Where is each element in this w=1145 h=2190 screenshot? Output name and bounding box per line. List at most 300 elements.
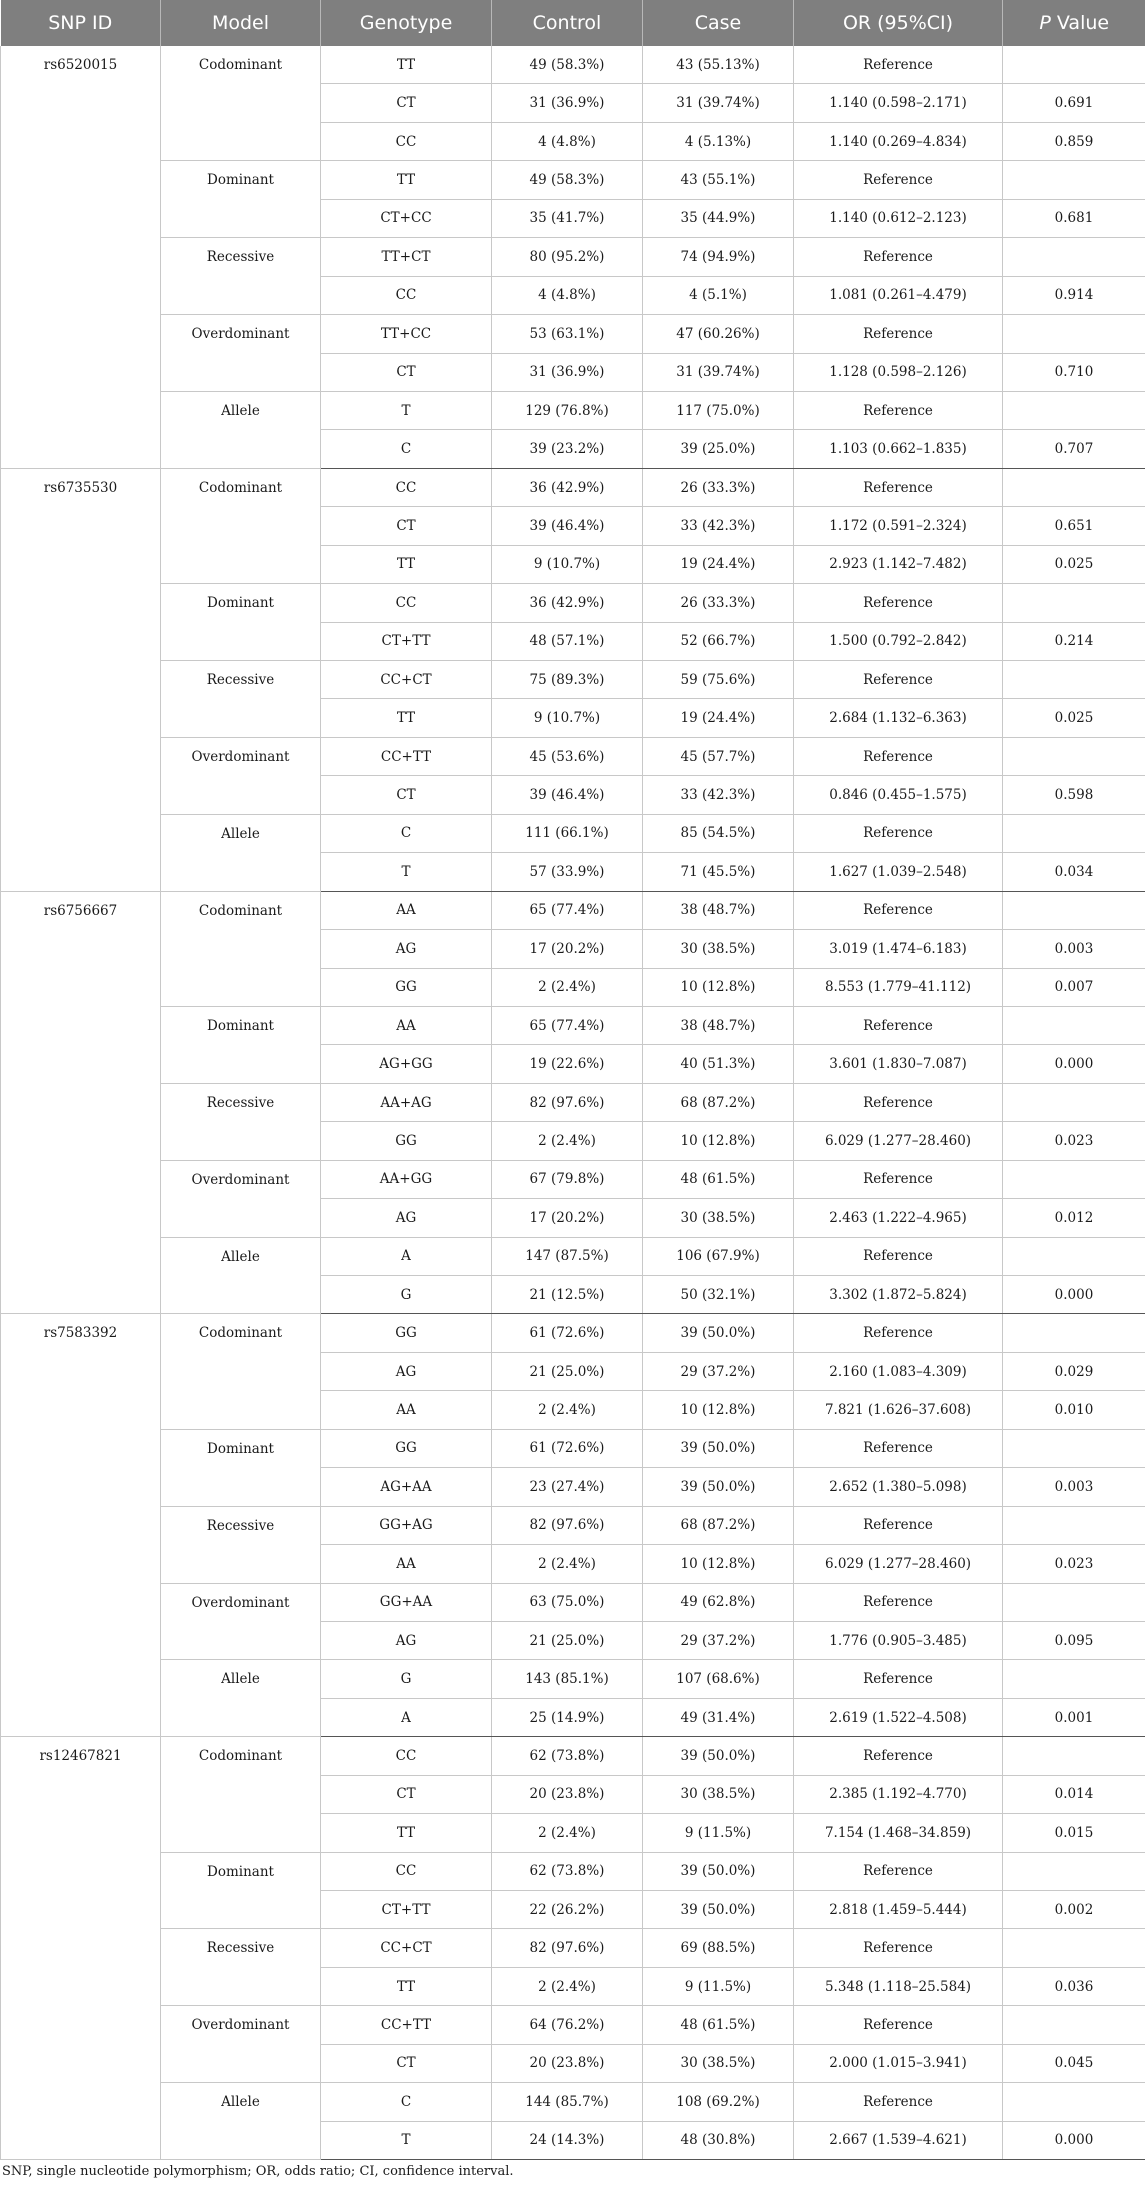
genotype-cell: TT+CC	[321, 315, 492, 353]
control-cell: 2 (2.4%)	[492, 1391, 643, 1429]
control-cell: 19 (22.6%)	[492, 1045, 643, 1083]
control-cell: 45 (53.6%)	[492, 737, 643, 775]
p-value-cell	[1003, 1506, 1145, 1544]
table-row	[1, 238, 1145, 276]
p-value-cell: 0.012	[1003, 1199, 1145, 1237]
model-cell: Recessive	[161, 238, 321, 315]
table-row	[1, 1237, 1145, 1275]
or-ci-cell: Reference	[794, 1737, 1003, 1775]
p-value-cell	[1003, 1083, 1145, 1121]
or-ci-cell: 7.154 (1.468–34.859)	[794, 1814, 1003, 1852]
control-cell: 39 (46.4%)	[492, 507, 643, 545]
header-or-ci: OR (95%CI)	[794, 0, 1003, 46]
or-ci-cell: Reference	[794, 814, 1003, 852]
genotype-cell: CC	[321, 276, 492, 314]
table-row	[1, 1083, 1145, 1121]
genotype-cell: CC+CT	[321, 1929, 492, 1967]
p-value-cell: 0.025	[1003, 699, 1145, 737]
or-ci-cell: 3.601 (1.830–7.087)	[794, 1045, 1003, 1083]
or-ci-cell: 6.029 (1.277–28.460)	[794, 1545, 1003, 1583]
or-ci-cell: 2.000 (1.015–3.941)	[794, 2044, 1003, 2082]
genotype-cell: AG+AA	[321, 1468, 492, 1506]
p-value-cell: 0.014	[1003, 1775, 1145, 1813]
or-ci-cell: 1.140 (0.598–2.171)	[794, 84, 1003, 122]
genotype-cell: CC+TT	[321, 2006, 492, 2044]
or-ci-cell: 7.821 (1.626–37.608)	[794, 1391, 1003, 1429]
control-cell: 63 (75.0%)	[492, 1583, 643, 1621]
p-value-cell: 0.000	[1003, 1045, 1145, 1083]
or-ci-cell: 0.846 (0.455–1.575)	[794, 776, 1003, 814]
genotype-cell: CT+TT	[321, 622, 492, 660]
case-cell: 48 (30.8%)	[643, 2121, 794, 2159]
model-cell: Allele	[161, 2083, 321, 2160]
or-ci-cell: 2.160 (1.083–4.309)	[794, 1352, 1003, 1390]
control-cell: 48 (57.1%)	[492, 622, 643, 660]
genotype-cell: TT	[321, 1967, 492, 2005]
or-ci-cell: Reference	[794, 737, 1003, 775]
genotype-cell: CT+TT	[321, 1891, 492, 1929]
p-value-cell: 0.025	[1003, 545, 1145, 583]
p-value-cell	[1003, 1006, 1145, 1044]
p-value-cell: 0.000	[1003, 2121, 1145, 2159]
control-cell: 9 (10.7%)	[492, 699, 643, 737]
or-ci-cell: 3.302 (1.872–5.824)	[794, 1276, 1003, 1314]
p-value-cell	[1003, 814, 1145, 852]
table-row	[1, 584, 1145, 622]
or-ci-cell: 1.140 (0.269–4.834)	[794, 122, 1003, 160]
case-cell: 9 (11.5%)	[643, 1814, 794, 1852]
or-ci-cell: 5.348 (1.118–25.584)	[794, 1967, 1003, 2005]
model-cell: Codominant	[161, 46, 321, 161]
or-ci-cell: Reference	[794, 1583, 1003, 1621]
case-cell: 30 (38.5%)	[643, 2044, 794, 2082]
case-cell: 49 (62.8%)	[643, 1583, 794, 1621]
model-cell: Recessive	[161, 661, 321, 738]
control-cell: 17 (20.2%)	[492, 930, 643, 968]
or-ci-cell: Reference	[794, 161, 1003, 199]
case-cell: 74 (94.9%)	[643, 238, 794, 276]
case-cell: 45 (57.7%)	[643, 737, 794, 775]
case-cell: 10 (12.8%)	[643, 1122, 794, 1160]
case-cell: 40 (51.3%)	[643, 1045, 794, 1083]
genotype-cell: CT	[321, 507, 492, 545]
or-ci-cell: Reference	[794, 1852, 1003, 1890]
genotype-cell: CC	[321, 1737, 492, 1775]
genotype-cell: CT	[321, 2044, 492, 2082]
case-cell: 10 (12.8%)	[643, 1545, 794, 1583]
table-row	[1, 468, 1145, 506]
header-case: Case	[643, 0, 794, 46]
genotype-cell: AG	[321, 1621, 492, 1659]
p-value-cell	[1003, 1929, 1145, 1967]
genotype-cell: CC+CT	[321, 661, 492, 699]
or-ci-cell: Reference	[794, 1660, 1003, 1698]
or-ci-cell: Reference	[794, 2006, 1003, 2044]
table-footnote: SNP, single nucleotide polymorphism; OR, odds ratio; CI, confidence interval.	[2, 2164, 514, 2180]
p-value-cell	[1003, 46, 1145, 84]
model-cell: Dominant	[161, 1429, 321, 1506]
case-cell: 85 (54.5%)	[643, 814, 794, 852]
genotype-cell: TT	[321, 699, 492, 737]
model-cell: Overdominant	[161, 1583, 321, 1660]
table-row	[1, 891, 1145, 929]
or-ci-cell: 1.500 (0.792–2.842)	[794, 622, 1003, 660]
case-cell: 35 (44.9%)	[643, 199, 794, 237]
case-cell: 10 (12.8%)	[643, 1391, 794, 1429]
or-ci-cell: 1.140 (0.612–2.123)	[794, 199, 1003, 237]
genotype-cell: AA+GG	[321, 1160, 492, 1198]
or-ci-cell: Reference	[794, 1429, 1003, 1467]
control-cell: 80 (95.2%)	[492, 238, 643, 276]
p-value-cell: 0.034	[1003, 853, 1145, 891]
p-value-cell	[1003, 1314, 1145, 1352]
or-ci-cell: Reference	[794, 46, 1003, 84]
p-value-cell	[1003, 1583, 1145, 1621]
p-value-cell: 0.691	[1003, 84, 1145, 122]
table-row	[1, 1660, 1145, 1698]
control-cell: 2 (2.4%)	[492, 1967, 643, 2005]
genotype-cell: A	[321, 1237, 492, 1275]
case-cell: 39 (50.0%)	[643, 1429, 794, 1467]
control-cell: 2 (2.4%)	[492, 1122, 643, 1160]
snp-id-cell: rs6520015	[1, 46, 161, 468]
p-value-cell: 0.681	[1003, 199, 1145, 237]
case-cell: 29 (37.2%)	[643, 1352, 794, 1390]
control-cell: 64 (76.2%)	[492, 2006, 643, 2044]
control-cell: 31 (36.9%)	[492, 353, 643, 391]
p-value-cell	[1003, 661, 1145, 699]
genotype-cell: CC	[321, 584, 492, 622]
table-row	[1, 1583, 1145, 1621]
p-value-cell: 0.859	[1003, 122, 1145, 160]
case-cell: 39 (50.0%)	[643, 1852, 794, 1890]
case-cell: 43 (55.13%)	[643, 46, 794, 84]
case-cell: 48 (61.5%)	[643, 2006, 794, 2044]
control-cell: 20 (23.8%)	[492, 1775, 643, 1813]
header-row	[1, 0, 1145, 46]
control-cell: 21 (25.0%)	[492, 1621, 643, 1659]
case-cell: 68 (87.2%)	[643, 1083, 794, 1121]
control-cell: 65 (77.4%)	[492, 891, 643, 929]
case-cell: 31 (39.74%)	[643, 84, 794, 122]
or-ci-cell: 1.128 (0.598–2.126)	[794, 353, 1003, 391]
case-cell: 30 (38.5%)	[643, 1775, 794, 1813]
or-ci-cell: Reference	[794, 1929, 1003, 1967]
header-model: Model	[161, 0, 321, 46]
control-cell: 21 (12.5%)	[492, 1276, 643, 1314]
case-cell: 26 (33.3%)	[643, 584, 794, 622]
case-cell: 107 (68.6%)	[643, 1660, 794, 1698]
case-cell: 38 (48.7%)	[643, 891, 794, 929]
control-cell: 36 (42.9%)	[492, 584, 643, 622]
genotype-cell: C	[321, 814, 492, 852]
control-cell: 111 (66.1%)	[492, 814, 643, 852]
or-ci-cell: Reference	[794, 315, 1003, 353]
genotype-cell: G	[321, 1660, 492, 1698]
genotype-cell: AA	[321, 1545, 492, 1583]
case-cell: 48 (61.5%)	[643, 1160, 794, 1198]
model-cell: Overdominant	[161, 737, 321, 814]
genotype-cell: CC	[321, 468, 492, 506]
control-cell: 62 (73.8%)	[492, 1737, 643, 1775]
control-cell: 49 (58.3%)	[492, 161, 643, 199]
genotype-cell: T	[321, 853, 492, 891]
case-cell: 19 (24.4%)	[643, 699, 794, 737]
p-value-cell	[1003, 584, 1145, 622]
table-row	[1, 814, 1145, 852]
case-cell: 31 (39.74%)	[643, 353, 794, 391]
control-cell: 4 (4.8%)	[492, 276, 643, 314]
p-value-cell: 0.029	[1003, 1352, 1145, 1390]
or-ci-cell: 2.463 (1.222–4.965)	[794, 1199, 1003, 1237]
or-ci-cell: 2.667 (1.539–4.621)	[794, 2121, 1003, 2159]
or-ci-cell: Reference	[794, 1506, 1003, 1544]
genotype-cell: AA	[321, 1391, 492, 1429]
control-cell: 20 (23.8%)	[492, 2044, 643, 2082]
table-row	[1, 1006, 1145, 1044]
or-ci-cell: Reference	[794, 891, 1003, 929]
table-row	[1, 1852, 1145, 1890]
case-cell: 108 (69.2%)	[643, 2083, 794, 2121]
control-cell: 2 (2.4%)	[492, 1545, 643, 1583]
control-cell: 9 (10.7%)	[492, 545, 643, 583]
p-value-cell	[1003, 891, 1145, 929]
table-row	[1, 315, 1145, 353]
table-row	[1, 737, 1145, 775]
table-row	[1, 46, 1145, 84]
or-ci-cell: Reference	[794, 661, 1003, 699]
table-row	[1, 161, 1145, 199]
or-ci-cell: 2.652 (1.380–5.098)	[794, 1468, 1003, 1506]
case-cell: 30 (38.5%)	[643, 930, 794, 968]
or-ci-cell: Reference	[794, 238, 1003, 276]
or-ci-cell: Reference	[794, 1314, 1003, 1352]
case-cell: 39 (50.0%)	[643, 1737, 794, 1775]
model-cell: Allele	[161, 814, 321, 891]
p-value-cell: 0.707	[1003, 430, 1145, 468]
genotype-cell: T	[321, 391, 492, 429]
control-cell: 82 (97.6%)	[492, 1506, 643, 1544]
p-value-cell: 0.000	[1003, 1276, 1145, 1314]
genotype-cell: GG+AG	[321, 1506, 492, 1544]
genotype-cell: A	[321, 1698, 492, 1736]
or-ci-cell: 8.553 (1.779–41.112)	[794, 968, 1003, 1006]
or-ci-cell: 6.029 (1.277–28.460)	[794, 1122, 1003, 1160]
control-cell: 143 (85.1%)	[492, 1660, 643, 1698]
genotype-cell: CT	[321, 776, 492, 814]
control-cell: 39 (23.2%)	[492, 430, 643, 468]
or-ci-cell: 2.818 (1.459–5.444)	[794, 1891, 1003, 1929]
control-cell: 23 (27.4%)	[492, 1468, 643, 1506]
case-cell: 26 (33.3%)	[643, 468, 794, 506]
p-value-cell	[1003, 161, 1145, 199]
or-ci-cell: 2.684 (1.132–6.363)	[794, 699, 1003, 737]
p-value-cell	[1003, 1429, 1145, 1467]
p-value-cell: 0.023	[1003, 1122, 1145, 1160]
header-snp-id: SNP ID	[1, 0, 161, 46]
genotype-cell: AG	[321, 930, 492, 968]
case-cell: 4 (5.13%)	[643, 122, 794, 160]
or-ci-cell: 2.619 (1.522–4.508)	[794, 1698, 1003, 1736]
control-cell: 4 (4.8%)	[492, 122, 643, 160]
or-ci-cell: 1.172 (0.591–2.324)	[794, 507, 1003, 545]
model-cell: Codominant	[161, 468, 321, 583]
or-ci-cell: 1.081 (0.261–4.479)	[794, 276, 1003, 314]
p-value-cell: 0.023	[1003, 1545, 1145, 1583]
genotype-cell: CT	[321, 84, 492, 122]
header-control: Control	[492, 0, 643, 46]
control-cell: 36 (42.9%)	[492, 468, 643, 506]
case-cell: 9 (11.5%)	[643, 1967, 794, 2005]
case-cell: 49 (31.4%)	[643, 1698, 794, 1736]
control-cell: 144 (85.7%)	[492, 2083, 643, 2121]
case-cell: 38 (48.7%)	[643, 1006, 794, 1044]
model-cell: Recessive	[161, 1506, 321, 1583]
model-cell: Dominant	[161, 1852, 321, 1929]
case-cell: 47 (60.26%)	[643, 315, 794, 353]
p-value-cell: 0.001	[1003, 1698, 1145, 1736]
genotype-cell: AA	[321, 891, 492, 929]
genotype-cell: CC	[321, 1852, 492, 1890]
p-value-cell: 0.007	[1003, 968, 1145, 1006]
or-ci-cell: 2.385 (1.192–4.770)	[794, 1775, 1003, 1813]
table-row	[1, 1929, 1145, 1967]
case-cell: 117 (75.0%)	[643, 391, 794, 429]
control-cell: 39 (46.4%)	[492, 776, 643, 814]
model-cell: Codominant	[161, 891, 321, 1006]
genotype-cell: TT	[321, 1814, 492, 1852]
control-cell: 25 (14.9%)	[492, 1698, 643, 1736]
genotype-cell: CC	[321, 122, 492, 160]
genotype-cell: CC+TT	[321, 737, 492, 775]
model-cell: Allele	[161, 391, 321, 468]
genotype-cell: CT	[321, 1775, 492, 1813]
genotype-cell: AG	[321, 1199, 492, 1237]
genotype-cell: GG+AA	[321, 1583, 492, 1621]
genotype-cell: GG	[321, 1314, 492, 1352]
genotype-cell: AA+AG	[321, 1083, 492, 1121]
control-cell: 65 (77.4%)	[492, 1006, 643, 1044]
genotype-cell: TT+CT	[321, 238, 492, 276]
snp-id-cell: rs12467821	[1, 1737, 161, 2160]
control-cell: 21 (25.0%)	[492, 1352, 643, 1390]
p-value-cell: 0.003	[1003, 1468, 1145, 1506]
control-cell: 147 (87.5%)	[492, 1237, 643, 1275]
case-cell: 4 (5.1%)	[643, 276, 794, 314]
control-cell: 62 (73.8%)	[492, 1852, 643, 1890]
control-cell: 35 (41.7%)	[492, 199, 643, 237]
case-cell: 33 (42.3%)	[643, 776, 794, 814]
genotype-cell: GG	[321, 1429, 492, 1467]
model-cell: Recessive	[161, 1929, 321, 2006]
p-value-cell: 0.598	[1003, 776, 1145, 814]
control-cell: 61 (72.6%)	[492, 1429, 643, 1467]
or-ci-cell: Reference	[794, 1006, 1003, 1044]
control-cell: 129 (76.8%)	[492, 391, 643, 429]
control-cell: 53 (63.1%)	[492, 315, 643, 353]
table-row	[1, 1737, 1145, 1775]
case-cell: 59 (75.6%)	[643, 661, 794, 699]
control-cell: 17 (20.2%)	[492, 1199, 643, 1237]
control-cell: 82 (97.6%)	[492, 1083, 643, 1121]
p-value-cell: 0.045	[1003, 2044, 1145, 2082]
genotype-cell: TT	[321, 46, 492, 84]
p-value-cell: 0.003	[1003, 930, 1145, 968]
genotype-cell: CT+CC	[321, 199, 492, 237]
genotype-cell: T	[321, 2121, 492, 2159]
or-ci-cell: 1.627 (1.039–2.548)	[794, 853, 1003, 891]
or-ci-cell: Reference	[794, 1160, 1003, 1198]
p-value-cell: 0.651	[1003, 507, 1145, 545]
p-value-cell	[1003, 468, 1145, 506]
control-cell: 61 (72.6%)	[492, 1314, 643, 1352]
p-value-cell	[1003, 391, 1145, 429]
p-value-cell: 0.036	[1003, 1967, 1145, 2005]
p-value-cell: 0.214	[1003, 622, 1145, 660]
p-value-cell: 0.010	[1003, 1391, 1145, 1429]
genotype-cell: AG+GG	[321, 1045, 492, 1083]
case-cell: 39 (50.0%)	[643, 1468, 794, 1506]
control-cell: 82 (97.6%)	[492, 1929, 643, 1967]
p-value-cell	[1003, 2006, 1145, 2044]
table-row	[1, 1429, 1145, 1467]
snp-id-cell: rs7583392	[1, 1314, 161, 1737]
genotype-cell: C	[321, 430, 492, 468]
genotype-cell: C	[321, 2083, 492, 2121]
p-value-cell: 0.710	[1003, 353, 1145, 391]
control-cell: 2 (2.4%)	[492, 1814, 643, 1852]
control-cell: 24 (14.3%)	[492, 2121, 643, 2159]
or-ci-cell: Reference	[794, 1237, 1003, 1275]
case-cell: 19 (24.4%)	[643, 545, 794, 583]
control-cell: 57 (33.9%)	[492, 853, 643, 891]
model-cell: Overdominant	[161, 2006, 321, 2083]
p-value-cell	[1003, 238, 1145, 276]
genotype-cell: G	[321, 1276, 492, 1314]
model-cell: Dominant	[161, 584, 321, 661]
model-cell: Overdominant	[161, 1160, 321, 1237]
p-value-cell: 0.914	[1003, 276, 1145, 314]
p-value-cell	[1003, 1660, 1145, 1698]
control-cell: 67 (79.8%)	[492, 1160, 643, 1198]
table-row	[1, 1314, 1145, 1352]
table-row	[1, 2083, 1145, 2121]
p-value-cell: 0.015	[1003, 1814, 1145, 1852]
control-cell: 22 (26.2%)	[492, 1891, 643, 1929]
model-cell: Dominant	[161, 161, 321, 238]
p-value-cell	[1003, 737, 1145, 775]
or-ci-cell: Reference	[794, 468, 1003, 506]
or-ci-cell: Reference	[794, 391, 1003, 429]
case-cell: 29 (37.2%)	[643, 1621, 794, 1659]
genotype-cell: AG	[321, 1352, 492, 1390]
case-cell: 71 (45.5%)	[643, 853, 794, 891]
model-cell: Dominant	[161, 1006, 321, 1083]
table-row	[1, 1506, 1145, 1544]
p-value-cell	[1003, 1160, 1145, 1198]
or-ci-cell: 3.019 (1.474–6.183)	[794, 930, 1003, 968]
p-value-cell: 0.002	[1003, 1891, 1145, 1929]
case-cell: 39 (25.0%)	[643, 430, 794, 468]
table-row	[1, 2006, 1145, 2044]
case-cell: 68 (87.2%)	[643, 1506, 794, 1544]
genotype-cell: GG	[321, 968, 492, 1006]
model-cell: Allele	[161, 1237, 321, 1314]
model-cell: Overdominant	[161, 315, 321, 392]
p-value-cell	[1003, 315, 1145, 353]
genotype-cell: GG	[321, 1122, 492, 1160]
header-genotype: Genotype	[321, 0, 492, 46]
